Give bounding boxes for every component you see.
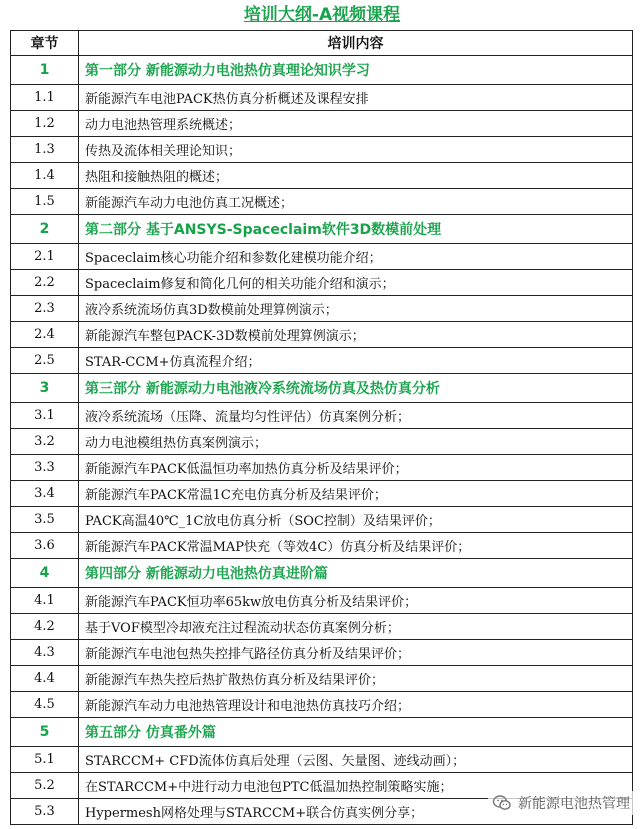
chapter-number: 3.1 bbox=[11, 403, 79, 429]
content-text: 动力电池模组热仿真案例演示； bbox=[79, 429, 633, 455]
table-row bbox=[11, 429, 633, 455]
chapter-number: 3.2 bbox=[11, 429, 79, 455]
chapter-number: 1 bbox=[11, 56, 79, 85]
content-text: Spaceclaim核心功能介绍和参数化建模功能介绍； bbox=[79, 244, 633, 270]
content-text: 新能源汽车整包PACK-3D数模前处理算例演示； bbox=[79, 322, 633, 348]
chapter-number: 2.5 bbox=[11, 348, 79, 374]
chapter-header: 章节 bbox=[11, 31, 79, 56]
chapter-number: 1.5 bbox=[11, 189, 79, 215]
chapter-number: 1.4 bbox=[11, 163, 79, 189]
content-text: 新能源汽车动力电池仿真工况概述； bbox=[79, 189, 633, 215]
content-text: 新能源汽车热失控后热扩散热仿真分析及结果评价； bbox=[79, 666, 633, 692]
content-text: 新能源汽车PACK低温恒功率加热仿真分析及结果评价； bbox=[79, 455, 633, 481]
content-text: 在STARCCM+中进行动力电池包PTC低温加热控制策略实施； bbox=[79, 773, 633, 799]
section-title: 第五部分 仿真番外篇 bbox=[79, 718, 633, 747]
table-row bbox=[11, 692, 633, 718]
chapter-number: 1.1 bbox=[11, 85, 79, 111]
chapter-number: 3.5 bbox=[11, 507, 79, 533]
content-text: 动力电池热管理系统概述； bbox=[79, 111, 633, 137]
section-row bbox=[11, 374, 633, 403]
content-text: PACK高温40℃_1C放电仿真分析（SOC控制）及结果评价； bbox=[79, 507, 633, 533]
section-title: 第四部分 新能源动力电池热仿真进阶篇 bbox=[79, 559, 633, 588]
table-row bbox=[11, 747, 633, 773]
content-text: STAR-CCM+仿真流程介绍； bbox=[79, 348, 633, 374]
content-text: 传热及流体相关理论知识； bbox=[79, 137, 633, 163]
table-row bbox=[11, 614, 633, 640]
chapter-number: 3 bbox=[11, 374, 79, 403]
table-row bbox=[11, 640, 633, 666]
course-outline-table bbox=[10, 30, 633, 825]
section-title: 第一部分 新能源动力电池热仿真理论知识学习 bbox=[79, 56, 633, 85]
table-body bbox=[11, 56, 633, 825]
chapter-number: 4.4 bbox=[11, 666, 79, 692]
chapter-number: 2.3 bbox=[11, 296, 79, 322]
table-row bbox=[11, 322, 633, 348]
chapter-number: 3.3 bbox=[11, 455, 79, 481]
content-text: 液冷系统流场仿真3D数模前处理算例演示； bbox=[79, 296, 633, 322]
content-text: 新能源汽车电池包热失控排气路径仿真分析及结果评价； bbox=[79, 640, 633, 666]
watermark bbox=[488, 791, 634, 815]
chapter-number: 1.3 bbox=[11, 137, 79, 163]
table-row bbox=[11, 666, 633, 692]
content-text: 新能源汽车PACK恒功率65kw放电仿真分析及结果评价； bbox=[79, 588, 633, 614]
table-row bbox=[11, 296, 633, 322]
chapter-number: 4.3 bbox=[11, 640, 79, 666]
table-row bbox=[11, 163, 633, 189]
chapter-number: 1.2 bbox=[11, 111, 79, 137]
table-row bbox=[11, 588, 633, 614]
table-row bbox=[11, 403, 633, 429]
chapter-number: 2 bbox=[11, 215, 79, 244]
chapter-number: 4.5 bbox=[11, 692, 79, 718]
content-text: 新能源汽车动力电池热管理设计和电池热仿真技巧介绍； bbox=[79, 692, 633, 718]
chapter-number: 5.2 bbox=[11, 773, 79, 799]
section-row bbox=[11, 215, 633, 244]
table-row bbox=[11, 111, 633, 137]
content-text: 新能源汽车PACK常温MAP快充（等效4C）仿真分析及结果评价； bbox=[79, 533, 633, 559]
chapter-number: 2.1 bbox=[11, 244, 79, 270]
section-row bbox=[11, 56, 633, 85]
table-row bbox=[11, 244, 633, 270]
wechat-icon bbox=[492, 793, 512, 813]
content-text: 液冷系统流场（压降、流量均匀性评估）仿真案例分析； bbox=[79, 403, 633, 429]
chapter-number: 5 bbox=[11, 718, 79, 747]
chapter-number: 4.2 bbox=[11, 614, 79, 640]
content-text: STARCCM+ CFD流体仿真后处理（云图、矢量图、迹线动画）； bbox=[79, 747, 633, 773]
content-text: 基于VOF模型冷却液充注过程流动状态仿真案例分析； bbox=[79, 614, 633, 640]
section-row bbox=[11, 559, 633, 588]
watermark-text: 新能源电池热管理 bbox=[518, 796, 630, 812]
content-text: 新能源汽车PACK常温1C充电仿真分析及结果评价； bbox=[79, 481, 633, 507]
chapter-number: 5.3 bbox=[11, 799, 79, 825]
chapter-number: 4 bbox=[11, 559, 79, 588]
page-title: 培训大纲-A视频课程 bbox=[243, 5, 401, 25]
chapter-number: 5.1 bbox=[11, 747, 79, 773]
chapter-number: 3.4 bbox=[11, 481, 79, 507]
table-row bbox=[11, 270, 633, 296]
table-row bbox=[11, 507, 633, 533]
table-row bbox=[11, 533, 633, 559]
table-row bbox=[11, 348, 633, 374]
table-row bbox=[11, 481, 633, 507]
content-text: Hypermesh网格处理与STARCCM+联合仿真实例分享； bbox=[79, 799, 633, 825]
table-header-row bbox=[11, 31, 633, 56]
chapter-number: 2.2 bbox=[11, 270, 79, 296]
table-row bbox=[11, 189, 633, 215]
chapter-number: 3.6 bbox=[11, 533, 79, 559]
table-row bbox=[11, 137, 633, 163]
chapter-number: 2.4 bbox=[11, 322, 79, 348]
table-row bbox=[11, 85, 633, 111]
content-header: 培训内容 bbox=[79, 31, 633, 56]
section-title: 第三部分 新能源动力电池液冷系统流场仿真及热仿真分析 bbox=[79, 374, 633, 403]
chapter-number: 4.1 bbox=[11, 588, 79, 614]
content-text: Spaceclaim修复和简化几何的相关功能介绍和演示； bbox=[79, 270, 633, 296]
table-row bbox=[11, 455, 633, 481]
section-title: 第二部分 基于ANSYS-Spaceclaim软件3D数模前处理 bbox=[79, 215, 633, 244]
section-row bbox=[11, 718, 633, 747]
content-text: 新能源汽车电池PACK热仿真分析概述及课程安排 bbox=[79, 85, 633, 111]
content-text: 热阻和接触热阻的概述； bbox=[79, 163, 633, 189]
